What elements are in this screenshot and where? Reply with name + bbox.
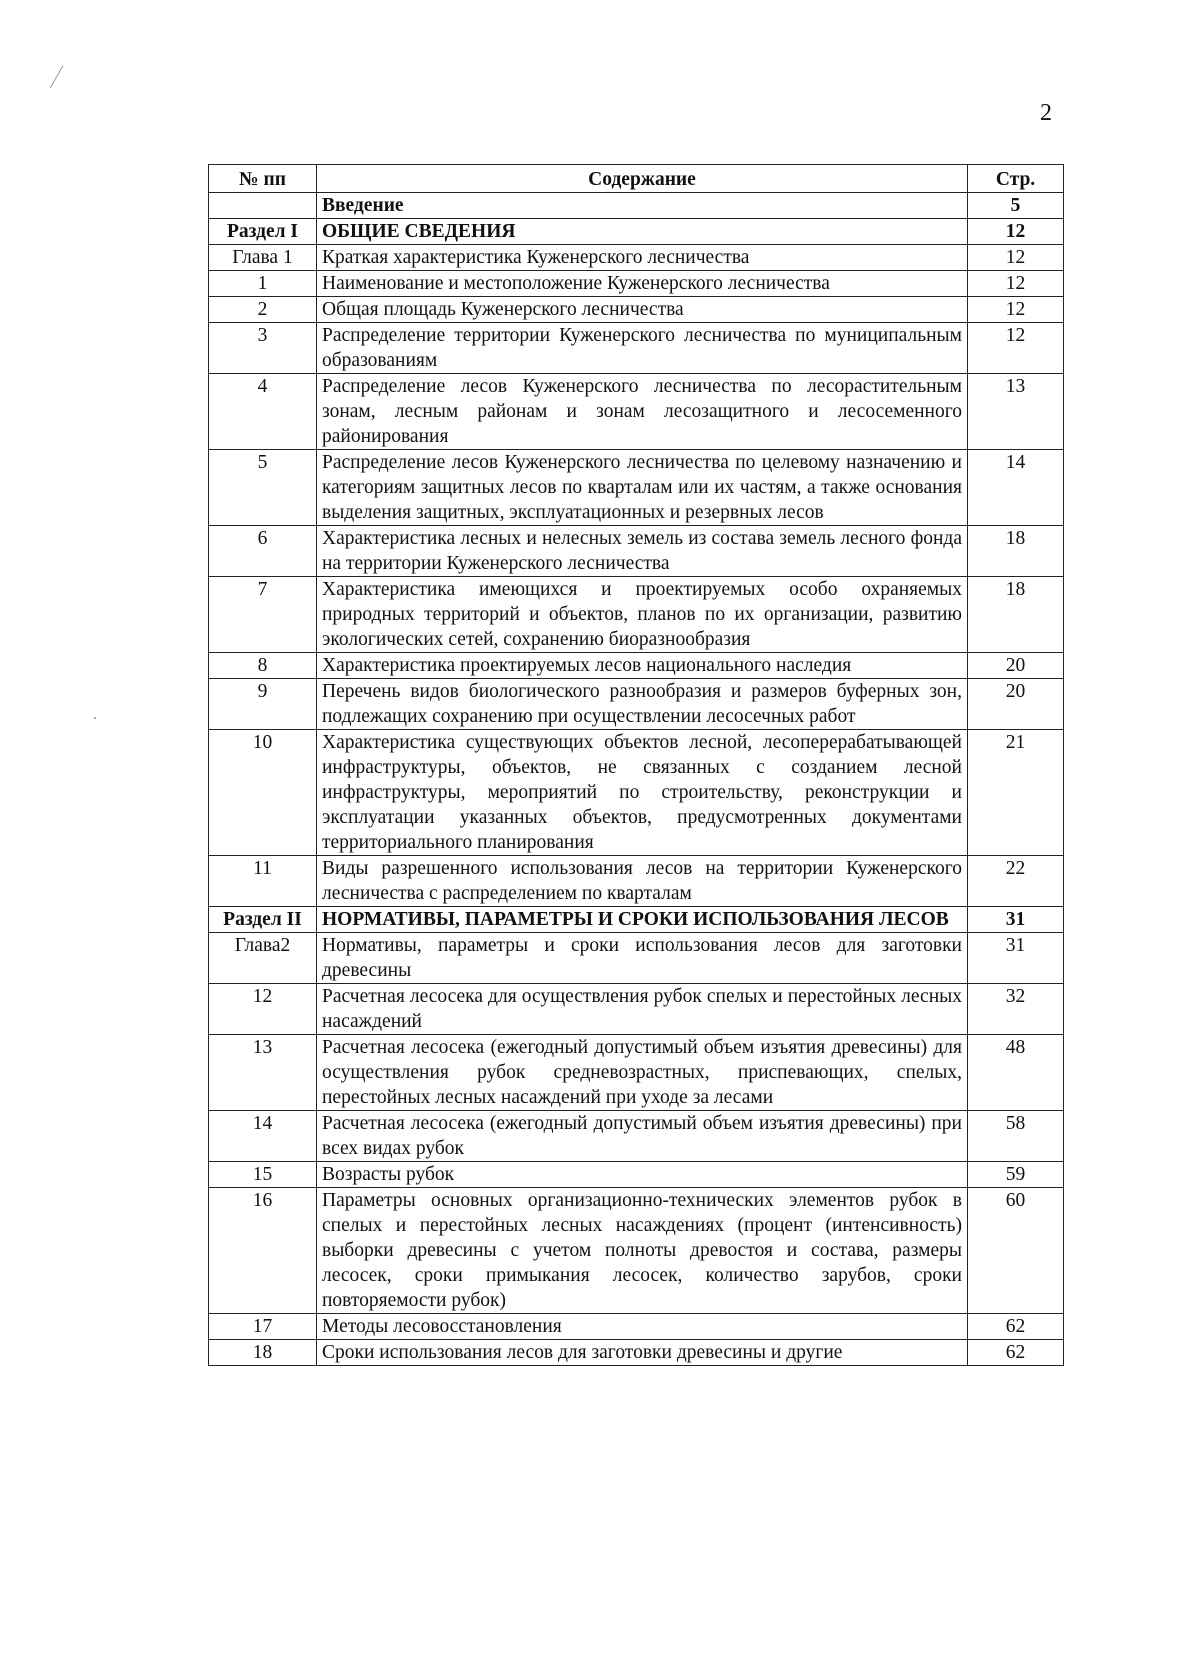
table-row [209, 856, 1064, 907]
table-row [209, 1188, 1064, 1314]
row-page: 20 [968, 653, 1064, 679]
table-row [209, 450, 1064, 526]
row-number: 17 [209, 1314, 317, 1340]
table-row [209, 907, 1064, 933]
row-page: 12 [968, 297, 1064, 323]
row-title: Характеристика проектируемых лесов национального наследия [317, 653, 968, 679]
row-page: 31 [968, 907, 1064, 933]
row-page: 14 [968, 450, 1064, 526]
row-page: 48 [968, 1035, 1064, 1111]
row-page: 21 [968, 730, 1064, 856]
row-page: 58 [968, 1111, 1064, 1162]
row-number: 5 [209, 450, 317, 526]
row-number: 7 [209, 577, 317, 653]
table-row [209, 984, 1064, 1035]
table-row [209, 1111, 1064, 1162]
table-row [209, 1340, 1064, 1366]
row-number: 10 [209, 730, 317, 856]
row-title: Виды разрешенного использования лесов на территории Куженерского лесничества с распределением по кварталам [317, 856, 968, 907]
row-page: 62 [968, 1340, 1064, 1366]
row-number: 12 [209, 984, 317, 1035]
row-title: Нормативы, параметры и сроки использования лесов для заготовки древесины [317, 933, 968, 984]
row-page: 32 [968, 984, 1064, 1035]
row-title: Расчетная лесосека для осуществления рубок спелых и перестойных лесных насаждений [317, 984, 968, 1035]
row-page: 13 [968, 374, 1064, 450]
row-number: 13 [209, 1035, 317, 1111]
row-number: 1 [209, 271, 317, 297]
row-title: Сроки использования лесов для заготовки древесины и другие [317, 1340, 968, 1366]
row-number: 18 [209, 1340, 317, 1366]
row-number: Раздел II [209, 907, 317, 933]
header-page: Стр. [968, 165, 1064, 193]
row-number: 16 [209, 1188, 317, 1314]
row-page: 12 [968, 323, 1064, 374]
row-page: 20 [968, 679, 1064, 730]
row-page: 12 [968, 245, 1064, 271]
row-number: 3 [209, 323, 317, 374]
row-title: Введение [317, 193, 968, 219]
row-title: Распределение лесов Куженерского лесничества по целевому назначению и категориям защитных лесов по кварталам или их частям, а также основания выделения защитных, эксплуатационных и резервных лесов [317, 450, 968, 526]
row-page: 59 [968, 1162, 1064, 1188]
scan-artifact-dot [94, 717, 96, 719]
table-row [209, 245, 1064, 271]
row-title: Краткая характеристика Куженерского лесничества [317, 245, 968, 271]
page-number: 2 [1040, 100, 1052, 126]
row-page: 18 [968, 526, 1064, 577]
row-title: Возрасты рубок [317, 1162, 968, 1188]
row-title: Параметры основных организационно-технических элементов рубок в спелых и перестойных лесных насаждениях (процент (интенсивность) выборки древесины с учетом полноты древостоя и состава, размеры лесосек, сроки примыкания лесосек, количество зарубов, сроки повторяемости рубок) [317, 1188, 968, 1314]
row-number: 6 [209, 526, 317, 577]
row-title: Характеристика лесных и нелесных земель из состава земель лесного фонда на территории Куженерского лесничества [317, 526, 968, 577]
row-number: 9 [209, 679, 317, 730]
row-number: Глава 1 [209, 245, 317, 271]
row-number: 14 [209, 1111, 317, 1162]
row-page: 62 [968, 1314, 1064, 1340]
table-row [209, 193, 1064, 219]
table-row [209, 323, 1064, 374]
row-page: 31 [968, 933, 1064, 984]
table-body [209, 193, 1064, 1366]
row-title: Характеристика существующих объектов лесной, лесоперерабатывающей инфраструктуры, объектов, не связанных с созданием лесной инфраструктуры, мероприятий по строительству, реконструкции и эксплуатации указанных объектов, предусмотренных документами территориального планирования [317, 730, 968, 856]
table-row [209, 219, 1064, 245]
row-number: 11 [209, 856, 317, 907]
row-page: 5 [968, 193, 1064, 219]
row-page: 18 [968, 577, 1064, 653]
table-row [209, 730, 1064, 856]
row-title: Расчетная лесосека (ежегодный допустимый объем изъятия древесины) при всех видах рубок [317, 1111, 968, 1162]
table-row [209, 679, 1064, 730]
row-title: Наименование и местоположение Куженерского лесничества [317, 271, 968, 297]
table-row [209, 1314, 1064, 1340]
scan-artifact-mark [50, 65, 64, 88]
table-row [209, 1035, 1064, 1111]
row-title: Распределение лесов Куженерского лесничества по лесорастительным зонам, лесным районам и зонам лесозащитного и лесосеменного районирования [317, 374, 968, 450]
row-title: ОБЩИЕ СВЕДЕНИЯ [317, 219, 968, 245]
table-row [209, 297, 1064, 323]
table-row [209, 1162, 1064, 1188]
contents-table [208, 164, 1064, 1366]
row-page: 12 [968, 271, 1064, 297]
table-row [209, 653, 1064, 679]
row-number: Глава2 [209, 933, 317, 984]
header-number: № пп [209, 165, 317, 193]
row-page: 22 [968, 856, 1064, 907]
row-title: Расчетная лесосека (ежегодный допустимый объем изъятия древесины) для осуществления рубок средневозрастных, приспевающих, спелых, перестойных лесных насаждений при уходе за лесами [317, 1035, 968, 1111]
row-title: Характеристика имеющихся и проектируемых особо охраняемых природных территорий и объектов, планов по их организации, развитию экологических сетей, сохранению биоразнообразия [317, 577, 968, 653]
row-number: 8 [209, 653, 317, 679]
row-number: 15 [209, 1162, 317, 1188]
row-title: НОРМАТИВЫ, ПАРАМЕТРЫ И СРОКИ ИСПОЛЬЗОВАНИЯ ЛЕСОВ [317, 907, 968, 933]
header-contents: Содержание [317, 165, 968, 193]
table-row [209, 933, 1064, 984]
row-page: 60 [968, 1188, 1064, 1314]
table-row [209, 271, 1064, 297]
row-number: 2 [209, 297, 317, 323]
table-header-row [209, 165, 1064, 193]
row-title: Общая площадь Куженерского лесничества [317, 297, 968, 323]
row-number: 4 [209, 374, 317, 450]
row-title: Методы лесовосстановления [317, 1314, 968, 1340]
table-row [209, 526, 1064, 577]
table-row [209, 374, 1064, 450]
row-number: Раздел I [209, 219, 317, 245]
row-page: 12 [968, 219, 1064, 245]
row-number [209, 193, 317, 219]
row-title: Перечень видов биологического разнообразия и размеров буферных зон, подлежащих сохранению при осуществлении лесосечных работ [317, 679, 968, 730]
row-title: Распределение территории Куженерского лесничества по муниципальным образованиям [317, 323, 968, 374]
table-row [209, 577, 1064, 653]
